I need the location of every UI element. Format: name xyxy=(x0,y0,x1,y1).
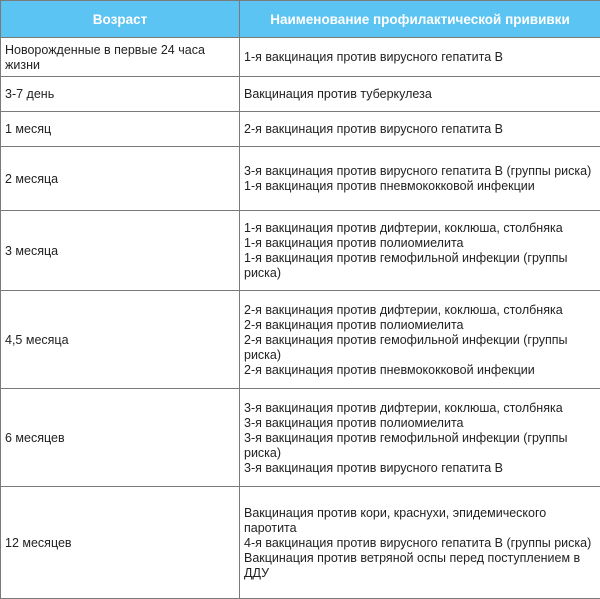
table-body xyxy=(1,38,600,599)
table-row xyxy=(1,291,600,389)
vaccination-line: 3-я вакцинация против вирусного гепатита В xyxy=(244,461,596,476)
vaccination-line: 2-я вакцинация против вирусного гепатита В xyxy=(244,122,596,137)
age-cell: 2 месяца xyxy=(1,147,240,211)
vaccination-column-header: Наименование профилактической прививки xyxy=(240,1,600,38)
table-row xyxy=(1,487,600,599)
vaccination-cell xyxy=(240,147,600,211)
vaccination-line: 2-я вакцинация против полиомиелита xyxy=(244,318,596,333)
vaccination-cell xyxy=(240,389,600,487)
age-cell: 3-7 день xyxy=(1,77,240,112)
vaccination-cell xyxy=(240,291,600,389)
table-row xyxy=(1,389,600,487)
vaccination-line: 3-я вакцинация против дифтерии, коклюша, столбняка xyxy=(244,401,596,416)
vaccination-cell xyxy=(240,487,600,599)
age-cell: 12 месяцев xyxy=(1,487,240,599)
vaccination-line: 1-я вакцинация против гемофильной инфекции (группы риска) xyxy=(244,251,596,281)
table-row xyxy=(1,211,600,291)
table-row xyxy=(1,38,600,77)
vaccination-line: 3-я вакцинация против полиомиелита xyxy=(244,416,596,431)
vaccination-line: 2-я вакцинация против гемофильной инфекции (группы риска) xyxy=(244,333,596,363)
vaccination-line: 1-я вакцинация против полиомиелита xyxy=(244,236,596,251)
table-row xyxy=(1,147,600,211)
vaccination-line: 4-я вакцинация против вирусного гепатита В (группы риска) xyxy=(244,536,596,551)
age-cell: 4,5 месяца xyxy=(1,291,240,389)
age-cell: 6 месяцев xyxy=(1,389,240,487)
vaccination-cell xyxy=(240,112,600,147)
age-cell: 3 месяца xyxy=(1,211,240,291)
vaccination-line: 1-я вакцинация против дифтерии, коклюша, столбняка xyxy=(244,221,596,236)
vaccination-line: Вакцинация против кори, краснухи, эпидемического паротита xyxy=(244,506,596,536)
vaccination-cell xyxy=(240,211,600,291)
age-cell: Новорожденные в первые 24 часа жизни xyxy=(1,38,240,77)
vaccination-line: 1-я вакцинация против пневмококковой инфекции xyxy=(244,179,596,194)
vaccination-line: Вакцинация против ветряной оспы перед поступлением в ДДУ xyxy=(244,551,596,581)
vaccination-line: Вакцинация против туберкулеза xyxy=(244,87,596,102)
vaccination-line: 2-я вакцинация против дифтерии, коклюша, столбняка xyxy=(244,303,596,318)
age-column-header: Возраст xyxy=(1,1,240,38)
vaccination-cell xyxy=(240,38,600,77)
vaccination-line: 2-я вакцинация против пневмококковой инфекции xyxy=(244,363,596,378)
vaccination-line: 3-я вакцинация против гемофильной инфекции (группы риска) xyxy=(244,431,596,461)
vaccination-line: 3-я вакцинация против вирусного гепатита В (группы риска) xyxy=(244,164,596,179)
table-header xyxy=(1,1,600,38)
vaccination-cell xyxy=(240,77,600,112)
table-row xyxy=(1,112,600,147)
age-cell: 1 месяц xyxy=(1,112,240,147)
table-row xyxy=(1,77,600,112)
header-row xyxy=(1,1,600,38)
vaccination-line: 1-я вакцинация против вирусного гепатита В xyxy=(244,50,596,65)
